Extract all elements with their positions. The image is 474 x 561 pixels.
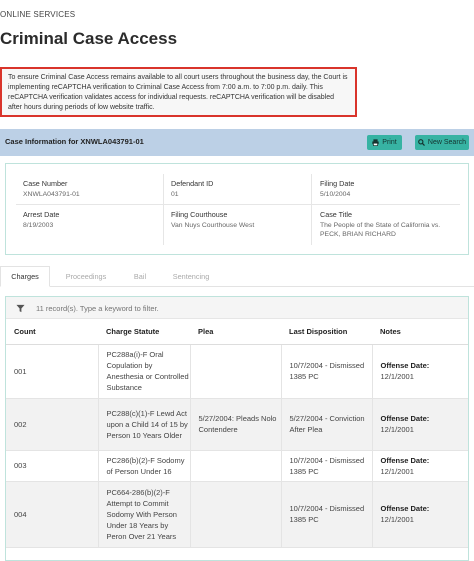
notes-cell: Offense Date: 12/1/2001 bbox=[372, 481, 468, 547]
charges-table bbox=[6, 319, 468, 548]
case-title-cell bbox=[312, 205, 460, 245]
filter-input[interactable] bbox=[36, 301, 336, 315]
col-last-disposition: Last Disposition bbox=[281, 319, 372, 344]
arrest-date-value: 8/19/2003 bbox=[23, 222, 54, 229]
defendant-id-cell bbox=[164, 174, 312, 205]
case-title-label: Case Title bbox=[320, 210, 352, 219]
arrest-date-label: Arrest Date bbox=[23, 210, 60, 219]
col-charge-statute: Charge Statute bbox=[98, 319, 190, 344]
charges-table-panel bbox=[5, 296, 469, 561]
filing-date-cell bbox=[312, 174, 460, 205]
notes-cell: Offense Date: 12/1/2001 bbox=[372, 344, 468, 398]
statute-cell: PC286(b)(2)-F Sodomy of Person Under 16 bbox=[98, 450, 190, 481]
statute-cell: PC288a(i)-F Oral Copulation by Anesthesia or Controlled Substance bbox=[98, 344, 190, 398]
defendant-id-label: Defendant ID bbox=[171, 179, 214, 188]
top-label: ONLINE SERVICES bbox=[0, 10, 76, 19]
new-search-label: New Search bbox=[427, 139, 467, 146]
case-details-card bbox=[5, 163, 469, 255]
print-label: Print bbox=[382, 139, 397, 146]
offense-date-label: Offense Date bbox=[380, 414, 427, 423]
case-title-value: The People of the State of California vs. PECK, BRIAN RICHARD bbox=[320, 222, 441, 238]
notes-cell: Offense Date: 12/1/2001 bbox=[372, 450, 468, 481]
offense-date-label: Offense Date bbox=[380, 455, 427, 465]
recaptcha-notice bbox=[0, 67, 357, 117]
col-plea: Plea bbox=[190, 319, 281, 344]
case-number-cell bbox=[16, 174, 164, 205]
offense-date-value: 12/1/2001 bbox=[380, 425, 414, 434]
filing-courthouse-value: Van Nuys Courthouse West bbox=[171, 222, 255, 229]
tab-bail[interactable]: Bail bbox=[133, 272, 147, 281]
plea-cell bbox=[190, 450, 281, 481]
count-cell: 001 bbox=[6, 344, 98, 398]
statute-cell: PC664-286(b)(2)-F Attempt to Commit Sodomy With Person Under 18 Years by Peron Over 21 Years bbox=[98, 481, 190, 547]
search-icon bbox=[418, 139, 425, 146]
disposition-cell: 10/7/2004 - Dismissed 1385 PC bbox=[281, 450, 372, 481]
table-row[interactable] bbox=[6, 450, 468, 481]
offense-date-value: 12/1/2001 bbox=[380, 466, 414, 476]
new-search-button[interactable] bbox=[415, 135, 469, 150]
filing-date-value: 5/10/2004 bbox=[320, 191, 351, 198]
case-tabs bbox=[0, 266, 474, 287]
case-info-bar bbox=[0, 129, 474, 156]
offense-date-label: Offense Date bbox=[380, 504, 427, 513]
filter-icon bbox=[16, 304, 25, 313]
plea-cell bbox=[190, 344, 281, 398]
disposition-cell: 5/27/2004 - Conviction After Plea bbox=[281, 398, 372, 450]
col-notes: Notes bbox=[372, 319, 468, 344]
notice-text: To ensure Criminal Case Access remains available to all court users throughout the business day, the Court is implementing reCAPTCHA verification to Criminal Case Access from 7:00 a.m. to 7:00 p.m. daily. This reCAPTCHA verification validates access for individual requests. reCAPTCHA verification will be disabled after hours during periods of low website traffic. bbox=[8, 74, 348, 111]
statute-cell: PC288(c)(1)-F Lewd Act upon a Child 14 of 15 by Person 10 Years Older bbox=[98, 398, 190, 450]
offense-date-value: 12/1/2001 bbox=[380, 515, 414, 524]
table-row[interactable] bbox=[6, 398, 468, 450]
filing-date-label: Filing Date bbox=[320, 179, 355, 188]
table-header-row bbox=[6, 319, 468, 344]
filter-row bbox=[6, 297, 468, 319]
disposition-cell: 10/7/2004 - Dismissed 1385 PC bbox=[281, 344, 372, 398]
count-cell: 003 bbox=[6, 450, 98, 481]
tab-charges[interactable]: Charges bbox=[0, 266, 50, 287]
count-cell: 004 bbox=[6, 481, 98, 547]
notes-cell: Offense Date: 12/1/2001 bbox=[372, 398, 468, 450]
filing-courthouse-label: Filing Courthouse bbox=[171, 210, 228, 219]
count-cell: 002 bbox=[6, 398, 98, 450]
table-row[interactable] bbox=[6, 344, 468, 398]
case-number-value: XNWLA043791-01 bbox=[23, 191, 80, 198]
col-count: Count bbox=[6, 319, 98, 344]
case-number-label: Case Number bbox=[23, 179, 68, 188]
print-button[interactable] bbox=[367, 135, 402, 150]
plea-cell bbox=[190, 481, 281, 547]
offense-date-label: Offense Date bbox=[380, 361, 427, 370]
filing-courthouse-cell bbox=[164, 205, 312, 245]
table-row[interactable] bbox=[6, 481, 468, 547]
plea-cell: 5/27/2004: Pleads Nolo Contendere bbox=[190, 398, 281, 450]
printer-icon bbox=[372, 139, 379, 146]
tab-sentencing[interactable]: Sentencing bbox=[172, 272, 210, 281]
case-info-title: Case Information for XNWLA043791-01 bbox=[5, 137, 144, 146]
page-title: Criminal Case Access bbox=[0, 29, 178, 48]
disposition-cell: 10/7/2004 - Dismissed 1385 PC bbox=[281, 481, 372, 547]
arrest-date-cell bbox=[16, 205, 164, 245]
offense-date-value: 12/1/2001 bbox=[380, 372, 414, 381]
defendant-id-value: 01 bbox=[171, 191, 179, 198]
tab-proceedings[interactable]: Proceedings bbox=[65, 272, 107, 281]
